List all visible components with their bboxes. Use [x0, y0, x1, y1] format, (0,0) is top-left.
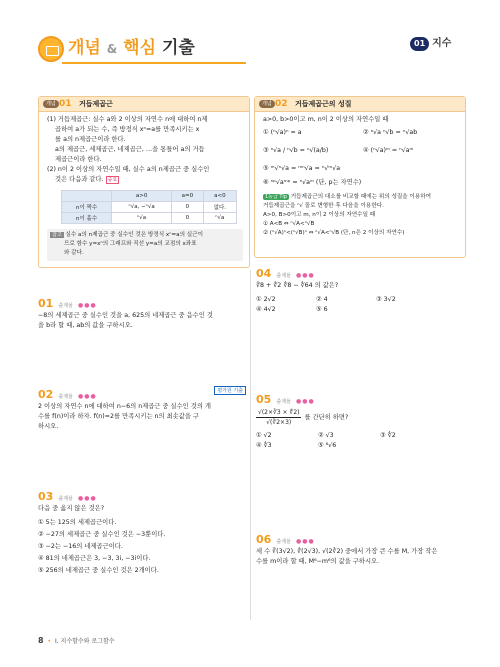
concept-box-header: 개념 02 거듭제곱근의 성질 [255, 97, 465, 112]
choice: ③ ∜2 [380, 432, 396, 439]
choice: ④ 81의 네제곱근은 3, −3, 3i, −3i이다. [38, 555, 151, 562]
column-divider [250, 270, 251, 620]
choice: ③ −2는 −16의 네제곱근이다. [38, 543, 123, 550]
rule-5: ⑤ ᵐ√ⁿ√a = ᵐⁿ√a = ⁿ√ᵐ√a [263, 165, 341, 172]
book-icon [38, 36, 64, 62]
question-02: 02 출제율 ●●● 평가원 기출 2 이상의 자연수 n에 대하여 n−6의 n제곱근 중 실수인 것의 개 수를 f(n)이라 하자. f(n)=2를 만족시키는 n의 최솟값을 구 하시오. [38, 383, 246, 432]
concept1-note: 참고 실수 a의 n제곱근 중 실수인 것은 방정식 xⁿ=a의 실근이 므로 함수 y=xⁿ의 그래프와 직선 y=a의 교점의 x좌표 와 같다. [47, 229, 243, 261]
question-04: 04 출제율 ●●● ∜8 + ∜2 ∜8 − ∜64 의 값은? ① 2√2 ② 4 ③ 3√2 ④ 4√2 ⑤ 6 [256, 262, 464, 315]
page-footer: 8 • Ⅰ. 지수함수와 로그함수 [38, 636, 115, 645]
rule-4: ④ (ⁿ√a)ᵐ = ⁿ√aᵐ [363, 147, 414, 154]
unit-label: 01 지수 [410, 37, 451, 51]
page-title: 개념 & 핵심 기출 [68, 38, 195, 58]
concept2-intro: a>0, b>0이고 m, n이 2 이상의 자연수일 때 [263, 116, 389, 123]
header-underline [62, 62, 246, 64]
choice: ② √3 [318, 432, 334, 439]
concept-box-1 [38, 96, 250, 268]
rule-6: ⑥ ⁿᵖ√aᵐᵖ = ⁿ√aᵐ (단, p는 자연수) [263, 179, 362, 186]
choice: ① √2 [256, 432, 272, 439]
choice: ① 2√2 [256, 296, 276, 303]
choice: ④ 4√2 [256, 306, 276, 313]
choice: ② −27의 세제곱근 중 실수인 것은 −3뿐이다. [38, 531, 166, 538]
root-table: a>0 a=0 a<0 n이 짝수 ⁿ√a, −ⁿ√a 0 없다. n이 홀수 ⁿ√a 0 ⁿ√a [61, 190, 237, 224]
choice: ① 5는 125의 세제곱근이다. [38, 519, 117, 526]
concept2-tip: 1등급 Tip 거듭제곱근의 대소를 비교할 때에는 위의 성질을 이용하여 거듭제곱근을 ⁿ√ 꼴로 변형한 후 다음을 이용한다. A>0, B>0이고 m, n이 2 이상의 자연수일 때 ① A<B ⇔ ⁿ√A<ⁿ√B ② (ⁿ√A)ⁿ<(ⁿ√B)ⁿ ⇔ ⁿ√A<ⁿ√B (단, n은 2 이상의 자연수) [263, 194, 432, 236]
choice: ③ 3√2 [376, 296, 396, 303]
question-06: 06 출제율 ●●● 세 수 ∛(3√2), ∜(2√3), √(2∛2) 중에서 가장 큰 수를 M, 가장 작은 수를 m이라 할 때, M⁶−m⁶의 값을 구하시오. [256, 533, 438, 565]
choice: ⑤ 6 [316, 306, 328, 313]
rule-1: ① (ⁿ√a)ⁿ = a [263, 129, 302, 136]
question-01: 01 출제율 ●●● −8의 세제곱근 중 실수인 것을 a, 625의 네제곱근 중 음수인 것 을 b라 할 때, ab의 값을 구하시오. [38, 297, 213, 329]
choice: ② 4 [316, 296, 328, 303]
fraction: √(2×∛3 × ∜2) √(∛2×3) [258, 409, 300, 426]
rule-3: ③ ⁿ√a / ⁿ√b = ⁿ√(a/b) [263, 147, 329, 154]
concept-box-header: 개념 01 거듭제곱근 [39, 97, 249, 112]
rule-2: ② ⁿ√a ⁿ√b = ⁿ√ab [363, 129, 418, 136]
choice: ⑤ 256의 네제곱근 중 실수인 것은 2개이다. [38, 567, 159, 574]
question-03: 03 출제율 ●●● 다음 중 옳지 않은 것은? ① 5는 125의 세제곱근이다. ② −27의 세제곱근 중 실수인 것은 −3뿐이다. ③ −2는 −16의 네제곱근이다. ④ 81의 네제곱근은 3, −3, 3i, −3i이다. ⑤ 256의 네제곱근 중 실수인 것은 2개이다. [38, 485, 246, 576]
exam-badge: 평가원 기출 [214, 386, 246, 395]
concept1-text: (1) 거듭제곱근: 실수 a와 2 이상의 자연수 n에 대하여 n제 곱하여 a가 되는 수, 즉 방정식 xⁿ=a를 만족시키는 x 를 a의 n제곱근이라 한다. a의 제곱근, 세제곱근, 네제곱근, …을 통틀어 a의 거듭 제곱근이라 한다. (2) n이 2 이상의 자연수일 때, 실수 a의 n제곱근 중 실수인 것은 다음과 같다. 중요 [47, 116, 210, 183]
choice: ④ ∜3 [256, 442, 272, 449]
question-05: 05 출제율 ●●● √(2×∛3 × ∜2) √(∛2×3) 를 간단히 하면? ① √2 ② √3 ③ ∜2 ④ ∜3 ⑤ ⁶√6 [256, 388, 464, 451]
concept-box-2 [254, 96, 466, 258]
choice: ⑤ ⁶√6 [318, 442, 337, 449]
